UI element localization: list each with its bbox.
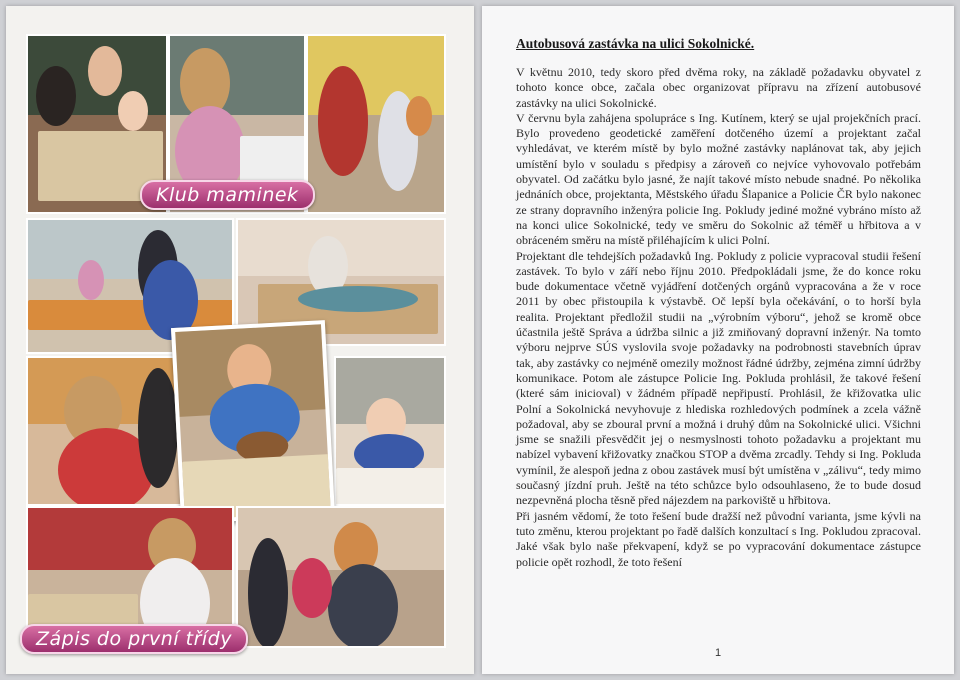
article-paragraph: Při jasném vědomí, že toto řešení bude dražší než původní varianta, jsme kývli na tuto změnu, kterou projektant po řadě dalších konzultací s Ing. Pokludou zpracoval. Jaké však bylo naše překvapení, když se po vypracování dokumentace zástupce policie opět rozhodl, že toto řešení xyxy=(516,508,921,569)
photo-enrollment-4 xyxy=(334,356,446,506)
photo-club-mothers-3 xyxy=(306,34,446,214)
page-number: 1 xyxy=(714,647,722,659)
article-paragraph: V květnu 2010, tedy skoro před dvěma roky, na základě požadavku obyvatel z tohoto konce obce, začala obec organizovat přípravu na zřízení autobusové zastávky na ulici Sokolnické. xyxy=(516,65,921,110)
article-paragraph: Projektant dle tehdejších požadavků Ing. Pokludy z policie vypracoval studii řešení zastávek. To bylo v září nebo říjnu 2010. Předpokládali jsme, že do konce roku bude dokumentace včetně vyjádření dotčených orgánů vypracována a že v roce 2011 by obec přistoupila k výstavbě. Oč lepší byla očekávání, o to horší byla realita. Projektant předložil studii na „výrobním výboru“, jehož se kromě obce účastnila ještě Správa a údržba silnic a již zmiňovaný dopravní inženýr. Na tomto výboru nejprve SÚS vyslovila svoje požadavky na podrobnosti stavebních úprav tak, aby zastávky co nejméně omezily možnost řádné údržby, zejména zimní údržby komunikace. Potom ale zástupce Policie Ing. Pokluda prohlásil, že takové řešení (které sám inicioval) v žádném případě nepřipustí. Prohlásil, že křižovatka ulic Polní a Sokolnická nevyhovuje z hlediska rozhledových podmínek a zcela vážně požadoval, aby se zboural první a možná i druhý dům na Sokolnické ulici. Všichni jsme se snažili přesvědčit jej o nesmyslnosti tohoto požadavku a projektant mu nabízel vybavení křižovatky značkou STOP a dvěma zrcadly. Tehdy si Ing. Pokluda vymínil, že alespoň jedna z obou zastávek musí být umístěna v „zálivu“, tedy mimo současný jízdní pruh. Ještě na této schůzce bylo odsouhlaseno, že to bude dosud nezpevněná plocha těsně před nájezdem na parkoviště u hřbitova. xyxy=(516,248,921,508)
article-paragraph: V červnu byla zahájena spolupráce s Ing. Kutínem, který se ujal projekčních prací. Bylo provedeno geodetické zaměření dotčeného území a projektant začal vyhledávat, ve kterém místě by bylo možné zastávky naplánovat tak, aby jejich umístění bylo v souladu s předpisy a zároveň co nejvíce vyhovovalo potřebám obyvatel. Od začátku bylo jasné, že najít takové místo nebude snadné. Po několika jednáních obce, projektanta, Městského úřadu Šlapanice a Policie ČR bylo nakonec ze strany dopravního inženýra policie Ing. Pokludy jediné možné vybráno místo až na konci ulice Sokolnické, tedy ve směru do Sokolnic až téměř u hřbitova a v obráceném směru na místě přiléhajícím k ulici Polní. xyxy=(516,110,921,248)
club-mothers-banner: Klub maminek xyxy=(140,180,315,210)
photo-enrollment-center xyxy=(171,320,335,524)
photo-enrollment-6 xyxy=(236,506,446,648)
photo-enrollment-3 xyxy=(26,356,184,506)
enrollment-banner: Zápis do první třídy xyxy=(20,624,248,654)
article-page xyxy=(482,6,954,674)
article xyxy=(516,36,921,570)
article-title: Autobusová zastávka na ulici Sokolnické. xyxy=(516,36,755,51)
photo-collage-page xyxy=(6,6,474,674)
